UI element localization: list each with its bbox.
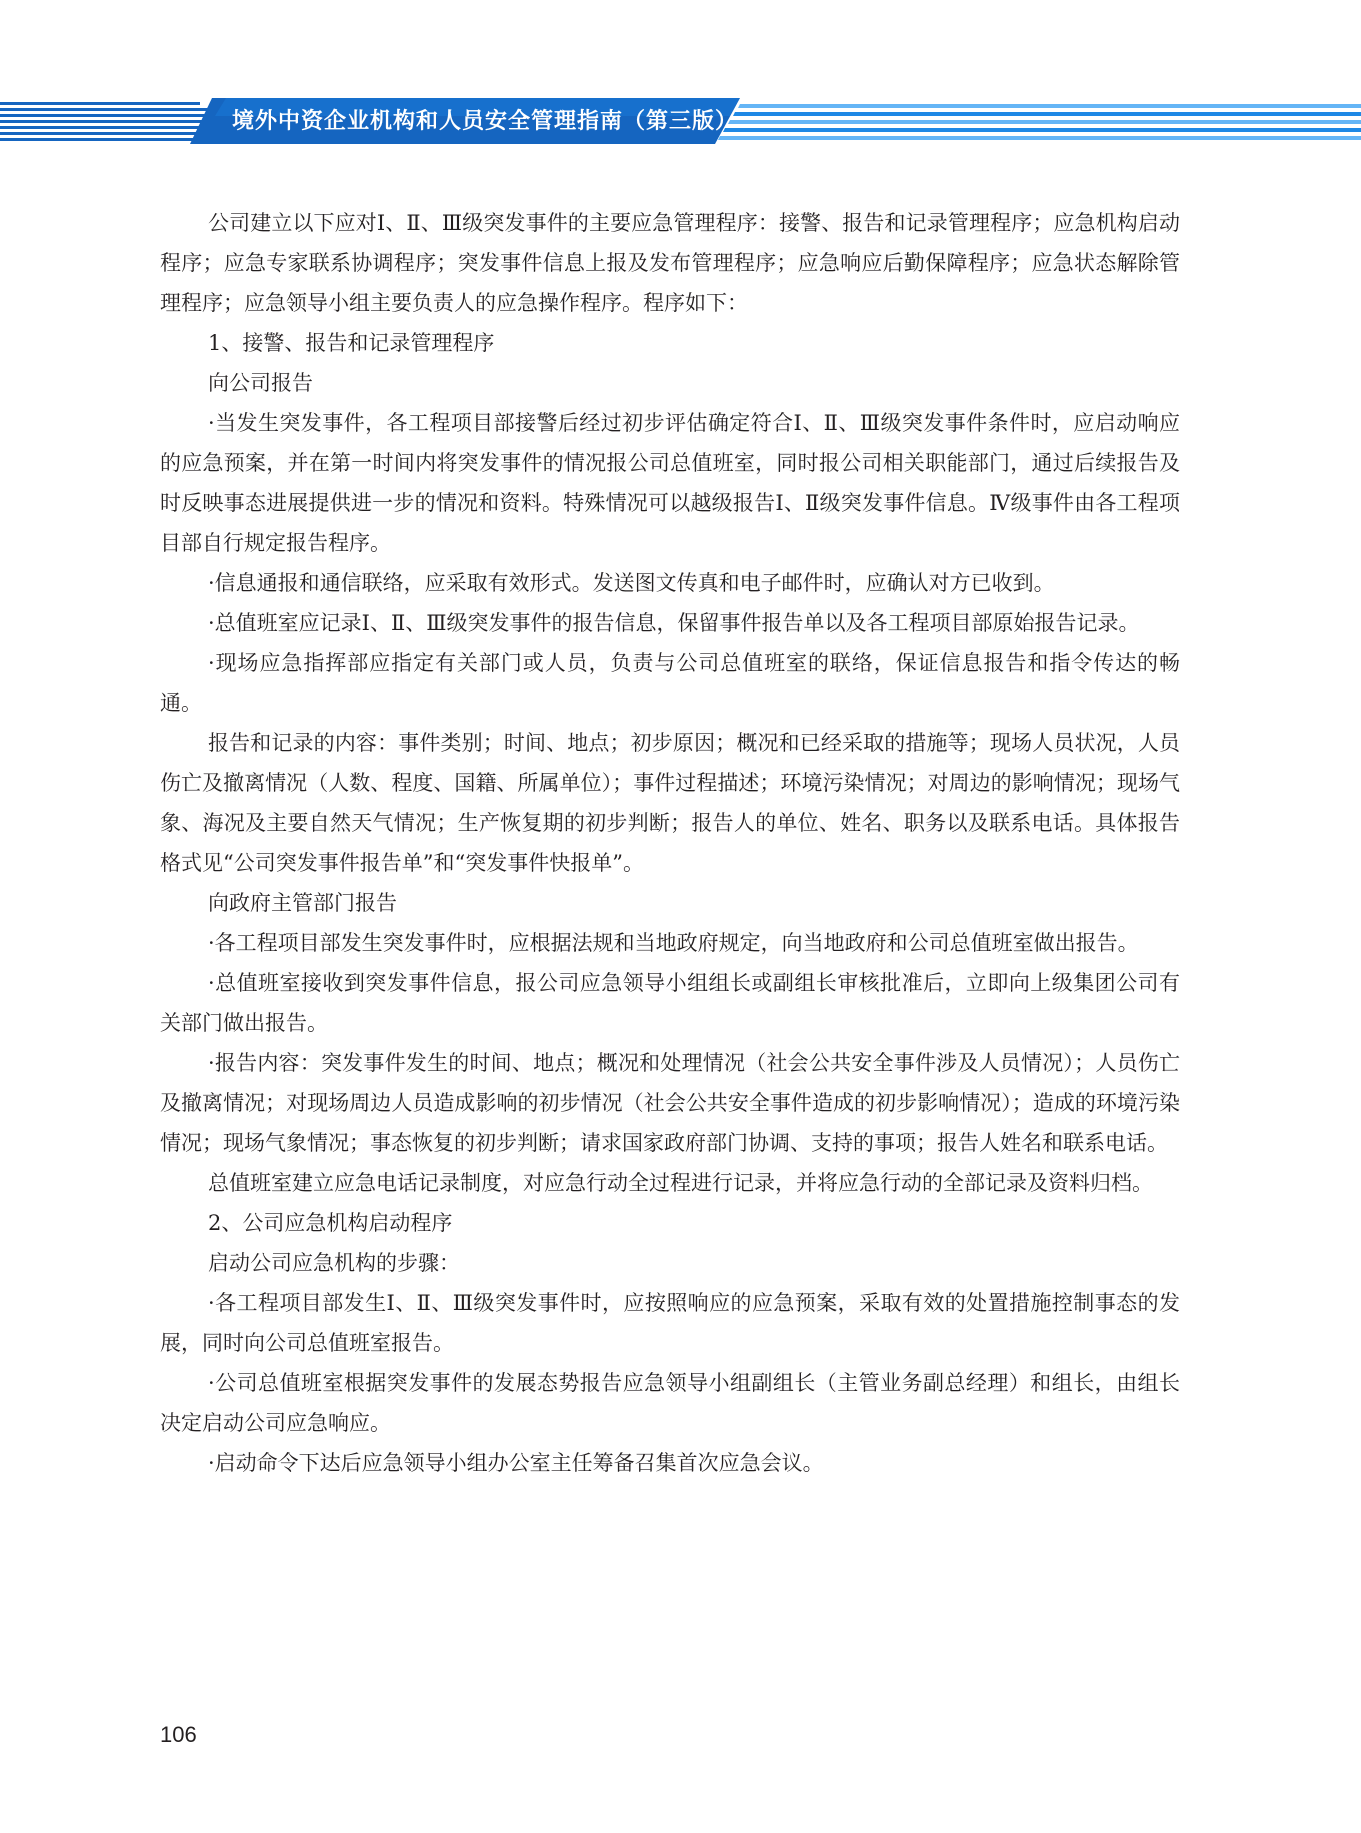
subheading: 向公司报告 (208, 371, 313, 395)
paragraph: 总值班室建立应急电话记录制度，对应急行动全过程进行记录，并将应急行动的全部记录及资料归档。 (208, 1171, 1153, 1195)
bullet-paragraph: ·报告内容：突发事件发生的时间、地点；概况和处理情况（社会公共安全事件涉及人员情况）；人员伤亡及撤离情况；对现场周边人员造成影响的初步情况（社会公共安全事件造成的初步影响情况）；造成的环境污染情况；现场气象情况；事态恢复的初步判断；请求国家政府部门协调、支持的事项；报告人姓名和联系电话。 (160, 1051, 1180, 1155)
bullet-paragraph: ·信息通报和通信联络，应采取有效形式。发送图文传真和电子邮件时，应确认对方已收到。 (208, 571, 1055, 595)
bullet-paragraph: ·现场应急指挥部应指定有关部门或人员，负责与公司总值班室的联络，保证信息报告和指令传达的畅通。 (160, 651, 1180, 715)
bullet-paragraph: ·各工程项目部发生突发事件时，应根据法规和当地政府规定，向当地政府和公司总值班室做出报告。 (208, 931, 1139, 955)
bullet-paragraph: ·启动命令下达后应急领导小组办公室主任筹备召集首次应急会议。 (208, 1451, 824, 1475)
header-title: 境外中资企业机构和人员安全管理指南（第三版） (232, 109, 739, 134)
bullet-paragraph: ·总值班室应记录Ⅰ、Ⅱ、Ⅲ级突发事件的报告信息，保留事件报告单以及各工程项目部原始报告记录。 (208, 611, 1140, 635)
bullet-paragraph: ·各工程项目部发生Ⅰ、Ⅱ、Ⅲ级突发事件时，应按照响应的应急预案，采取有效的处置措施控制事态的发展，同时向公司总值班室报告。 (160, 1291, 1180, 1355)
section-heading: 2、公司应急机构启动程序 (208, 1211, 453, 1235)
bullet-paragraph: ·当发生突发事件，各工程项目部接警后经过初步评估确定符合Ⅰ、Ⅱ、Ⅲ级突发事件条件时，应启动响应的应急预案，并在第一时间内将突发事件的情况报公司总值班室，同时报公司相关职能部门，通过后续报告及时反映事态进展提供进一步的情况和资料。特殊情况可以越级报告Ⅰ、Ⅱ级突发事件信息。Ⅳ级事件由各工程项目部自行规定报告程序。 (160, 411, 1180, 555)
subheading: 向政府主管部门报告 (208, 891, 397, 915)
running-header (0, 96, 1361, 146)
subheading: 启动公司应急机构的步骤： (208, 1251, 460, 1275)
section-heading: 1、接警、报告和记录管理程序 (208, 331, 495, 355)
page-number: 106 (160, 1722, 197, 1747)
body-text (160, 203, 1180, 1483)
bullet-paragraph: ·公司总值班室根据突发事件的发展态势报告应急领导小组副组长（主管业务副总经理）和组长，由组长决定启动公司应急响应。 (160, 1371, 1180, 1435)
bullet-paragraph: ·总值班室接收到突发事件信息，报公司应急领导小组组长或副组长审核批准后，立即向上级集团公司有关部门做出报告。 (160, 971, 1180, 1035)
paragraph: 公司建立以下应对Ⅰ、Ⅱ、Ⅲ级突发事件的主要应急管理程序：接警、报告和记录管理程序；应急机构启动程序；应急专家联系协调程序；突发事件信息上报及发布管理程序；应急响应后勤保障程序；应急状态解除管理程序；应急领导小组主要负责人的应急操作程序。程序如下： (160, 211, 1180, 315)
paragraph: 报告和记录的内容：事件类别；时间、地点；初步原因；概况和已经采取的措施等；现场人员状况，人员伤亡及撤离情况（人数、程度、国籍、所属单位）；事件过程描述；环境污染情况；对周边的影响情况；现场气象、海况及主要自然天气情况；生产恢复期的初步判断；报告人的单位、姓名、职务以及联系电话。具体报告格式见“公司突发事件报告单”和“突发事件快报单”。 (160, 731, 1180, 875)
